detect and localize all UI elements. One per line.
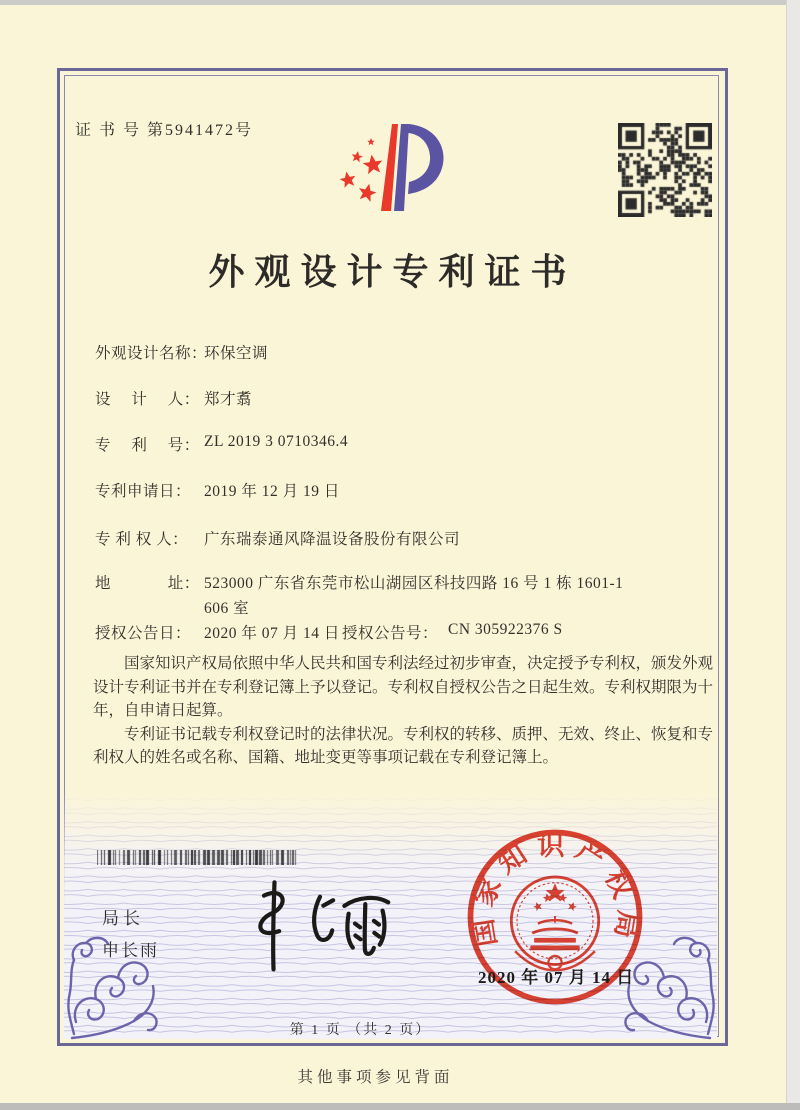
seal-text: 国家知识产权局 [465, 829, 645, 949]
field-value: 郑才翥 [204, 391, 253, 408]
page-number: 第 1 页 （共 2 页） [289, 1023, 432, 1038]
legal-paragraph-2: 专利证书记载专利权登记时的法律状况。专利权的转移、质押、无效、终止、恢复和专利权人的姓名或名称、国籍、地址变更等事项记载在专利登记簿上。 [93, 725, 714, 767]
scan-edge-right [786, 0, 800, 1110]
field-value-line1: 523000 广东省东莞市松山湖园区科技四路 16 号 1 栋 1601-1 [204, 575, 624, 592]
certificate-number: 证 书 号 第5941472号 [75, 122, 254, 139]
back-side-note: 其他事项参见背面 [297, 1069, 454, 1086]
legal-paragraph-1: 国家知识产权局依照中华人民共和国专利法经过初步审查，决定授予专利权，颁发外观设计专利证书并在专利登记簿上予以登记。专利权自授权公告之日起生效。专利权期限为十年，自申请日起算。 [93, 655, 714, 720]
field-value: 环保空调 [204, 345, 269, 362]
field-label: 地 址： [95, 575, 200, 592]
field-label: 外观设计名称： [95, 345, 208, 362]
field-value: 广东瑞泰通风降温设备股份有限公司 [204, 531, 461, 548]
field-value: ZL 2019 3 0710346.4 [204, 433, 349, 450]
field-value-2: CN 305922376 S [448, 621, 563, 638]
field-value: 2020 年 07 月 14 日 [204, 625, 340, 642]
field-label: 设 计 人： [95, 391, 200, 408]
field-label: 专 利 号： [95, 437, 200, 454]
qr-code [618, 123, 712, 217]
field-value: 2019 年 12 月 19 日 [204, 483, 340, 500]
scan-edge-top [0, 0, 800, 5]
field-label: 专 利 权 人： [95, 531, 189, 548]
field-label: 专利申请日： [95, 483, 192, 500]
scan-edge-bottom [0, 1103, 800, 1110]
director-name: 申长雨 [102, 941, 159, 960]
legal-text [93, 652, 713, 770]
signature-icon [223, 873, 401, 977]
director-title: 局长 [102, 909, 144, 928]
grant-date: 2020 年 07 月 14 日 [478, 968, 635, 987]
field-label: 授权公告日： [95, 625, 192, 642]
field-value-line2: 606 室 [204, 600, 250, 617]
barcode [97, 850, 297, 865]
field-label-2: 授权公告号： [342, 625, 439, 642]
cnipa-logo-icon [330, 112, 490, 242]
certificate-title: 外观设计专利证书 [208, 252, 577, 292]
